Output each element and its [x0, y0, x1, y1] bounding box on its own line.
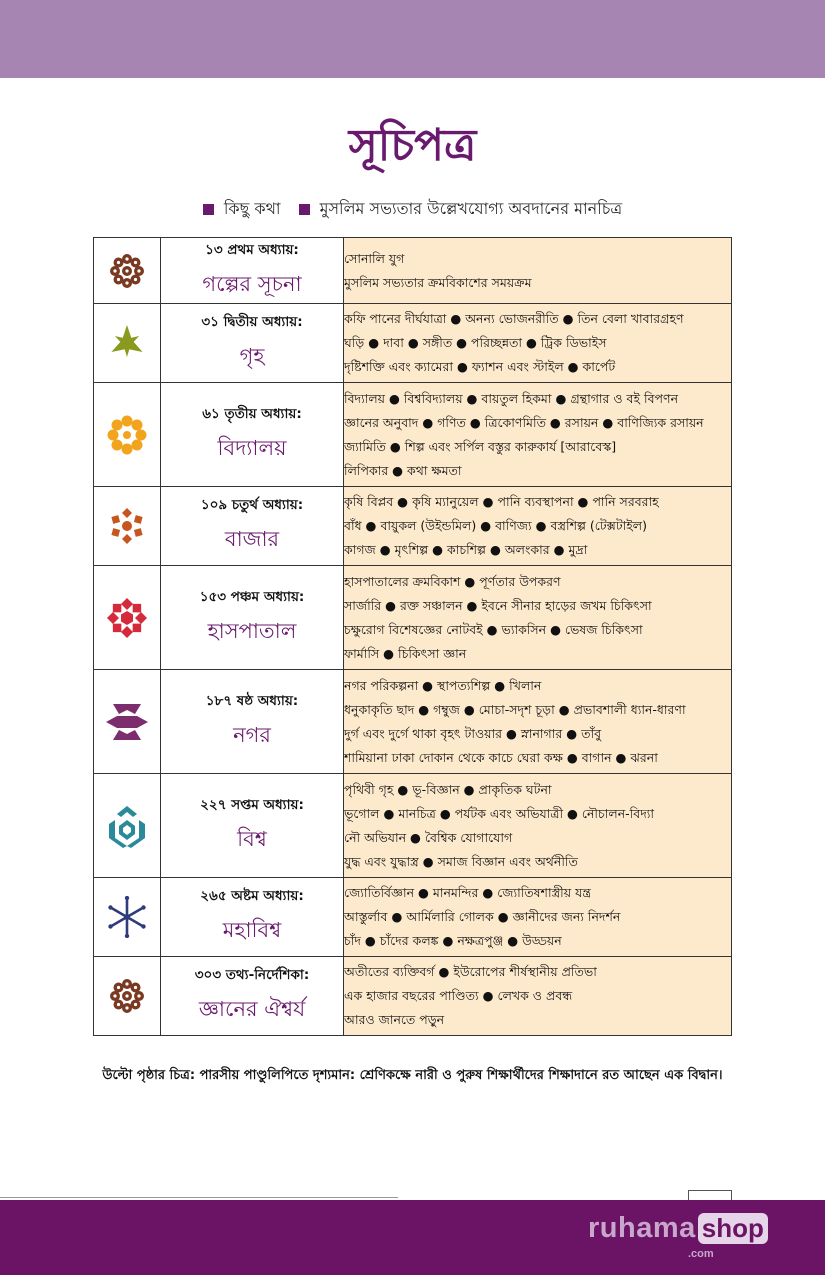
logo-word-shop: shop: [698, 1213, 768, 1244]
chapter-icon-cell: [94, 383, 161, 487]
hexagon-orange-icon: [107, 506, 147, 546]
chapter-number: ২২৭ সপ্তম অধ্যায়:: [200, 796, 304, 813]
topic-line: কাগজ ● মৃৎশিল্প ● কাচশিল্প ● অলংকার ● মুদ্রা: [344, 542, 588, 557]
chapter-row[interactable]: [94, 566, 732, 670]
topic-line: লিপিকার ● কথা ক্ষমতা: [344, 462, 462, 478]
intro-item[interactable]: মুসলিম সভ্যতার উল্লেখযোগ্য অবদানের মানচিত্র: [319, 199, 623, 218]
topic-line: নগর পরিকল্পনা ● স্থাপত্যশিল্প ● খিলান: [344, 677, 542, 693]
topic-line: কফি পানের দীর্ঘযাত্রা ● অনন্য ভোজনরীতি ● তিন বেলা খাবারগ্রহণ: [344, 311, 684, 326]
top-band: [0, 0, 825, 78]
topic-line: বিদ্যালয় ● বিশ্ববিদ্যালয় ● বায়তুল হিকমা ● গ্রন্থাগার ও বই বিপণন: [344, 390, 679, 406]
topic-line: জ্যামিতি ● শিল্প এবং সর্পিল বস্তুর কারুকার্য [আরাবেস্ক]: [344, 438, 617, 454]
chapter-row[interactable]: [94, 670, 732, 774]
chapter-topics-cell: [344, 487, 732, 566]
flower-brown-icon: [107, 976, 147, 1016]
chapter-name[interactable]: গৃহ: [239, 344, 265, 368]
topic-line: সার্জারি ● রক্ত সঞ্চালন ● ইবনে সীনার হাড়ের জখম চিকিৎসা: [344, 597, 652, 613]
topic-line: হাসপাতালের ক্রমবিকাশ ● পূর্ণতার উপকরণ: [344, 573, 561, 589]
chapter-heading-cell: [161, 304, 344, 383]
logo-word-ruhama: ruhama: [588, 1212, 696, 1244]
chapter-topics-cell: [344, 957, 732, 1036]
topic-line: ফার্মাসি ● চিকিৎসা জ্ঞান: [344, 645, 467, 661]
sun-orange-icon: [106, 414, 148, 456]
chapter-topics-cell: [344, 670, 732, 774]
chapter-number: ৩১ দ্বিতীয় অধ্যায়:: [201, 314, 303, 330]
topic-line: বাঁধ ● বায়ুকল (উইন্ডমিল) ● বাণিজ্য ● বস্ত্রশিল্প (টেক্সটাইল): [344, 518, 647, 533]
chapter-heading-cell: [161, 238, 344, 304]
chapter-icon-cell: [94, 878, 161, 957]
topic-line: দুর্গ এবং দুর্গে থাকা বৃহৎ টাওয়ার ● স্নানাগার ● তাঁবু: [344, 725, 602, 741]
topic-line: জ্ঞানের অনুবাদ ● গণিত ● ত্রিকোণমিতি ● রসায়ন ● বাণিজ্যিক রসায়ন: [344, 414, 704, 430]
chapter-name[interactable]: মহাবিশ্ব: [222, 918, 282, 942]
chapter-icon-cell: [94, 566, 161, 670]
topic-line: মুসলিম সভ্যতার ক্রমবিকাশের সময়ক্রম: [344, 274, 532, 290]
topic-line: শামিয়ানা ঢাকা দোকান থেকে কাচে ঘেরা কক্ষ ● বাগান ● ঝরনা: [344, 749, 658, 765]
chapter-row[interactable]: [94, 957, 732, 1036]
chapter-row[interactable]: [94, 774, 732, 878]
intro-item[interactable]: কিছু কথা: [223, 199, 281, 218]
chapter-row[interactable]: [94, 878, 732, 957]
chapter-topics-cell: [344, 566, 732, 670]
chapter-heading-cell: [161, 774, 344, 878]
chapter-name[interactable]: বিশ্ব: [237, 826, 267, 851]
chapter-name[interactable]: বিদ্যালয়: [217, 435, 287, 460]
logo-domain: .com: [688, 1248, 714, 1260]
chapter-topics-cell: [344, 238, 732, 304]
topic-line: ধনুকাকৃতি ছাদ ● গম্বুজ ● মোচা-সদৃশ চূড়া ● প্রভাবশালী ধ্যান-ধারণা: [344, 701, 686, 717]
footer-rule: [0, 1197, 398, 1198]
topic-line: দৃষ্টিশক্তি এবং ক্যামেরা ● ফ্যাশন এবং স্টাইল ● কার্পেট: [344, 359, 616, 374]
chapter-row[interactable]: [94, 487, 732, 566]
topic-line: সোনালি যুগ: [344, 250, 405, 266]
chapter-heading-cell: [161, 487, 344, 566]
chapter-topics-cell: [344, 383, 732, 487]
topic-line: এক হাজার বছরের পাণ্ডিত্য ● লেখক ও প্রবন্ধ: [344, 988, 573, 1003]
topic-line: পৃথিবী গৃহ ● ভূ-বিজ্ঞান ● প্রাকৃতিক ঘটনা: [344, 781, 552, 797]
chapter-number: ২৬৫ অষ্টম অধ্যায়:: [200, 888, 304, 904]
chapter-name[interactable]: নগর: [233, 722, 271, 747]
toc-table: [93, 237, 732, 1036]
chapter-heading-cell: [161, 878, 344, 957]
chapter-topics-cell: [344, 878, 732, 957]
chapter-number: ১৮৭ ষষ্ঠ অধ্যায়:: [205, 692, 299, 709]
chapter-icon-cell: [94, 670, 161, 774]
topic-line: নৌ অভিযান ● বৈশ্বিক যোগাযোগ: [344, 829, 513, 845]
chapter-icon-cell: [94, 238, 161, 304]
topic-line: ঘড়ি ● দাবা ● সঙ্গীত ● পরিচ্ছন্নতা ● ট্রিক ডিভাইস: [344, 335, 607, 350]
chapter-number: ৬১ তৃতীয় অধ্যায়:: [202, 405, 302, 422]
ruhamashop-logo[interactable]: [588, 1212, 768, 1260]
topic-line: জ্যোতির্বিজ্ঞান ● মানমন্দির ● জ্যোতিষশাস্ত্রীয় যন্ত্র: [344, 885, 591, 900]
chapter-icon-cell: [94, 957, 161, 1036]
topic-line: চক্ষুরোগ বিশেষজ্ঞের নোটবই ● ভ্যাকসিন ● ভেষজ চিকিৎসা: [344, 621, 643, 637]
chapter-heading-cell: [161, 670, 344, 774]
topic-line: আরও জানতে পড়ুন: [344, 1012, 445, 1027]
chapter-heading-cell: [161, 383, 344, 487]
arch-purple-icon: [105, 702, 149, 742]
flower-brown-icon: [107, 251, 147, 291]
chapter-topics-cell: [344, 774, 732, 878]
chapter-name[interactable]: গল্পের সূচনা: [202, 271, 302, 296]
page-title: সূচিপত্র: [348, 120, 477, 171]
topic-line: চাঁদ ● চাঁদের কলঙ্ক ● নক্ষত্রপুঞ্জ ● উড্ডয়ন: [344, 933, 562, 948]
square-bullet-icon: [203, 204, 214, 215]
figure-caption: উল্টো পৃষ্ঠার চিত্র: পারসীয় পাণ্ডুলিপিতে দৃশ্যমান: শ্রেণিকক্ষে নারী ও পুরুষ শিক্ষার্থীদের শিক্ষাদানে রত আছেন এক বিদ্বান।: [102, 1068, 723, 1083]
chapter-heading-cell: [161, 566, 344, 670]
topic-line: আস্তুর্লাব ● আর্মিলারি গোলক ● জ্ঞানীদের জন্য নিদর্শন: [344, 909, 621, 924]
chapter-icon-cell: [94, 304, 161, 383]
chapter-number: ১৫৩ পঞ্চম অধ্যায়:: [199, 588, 305, 605]
chapter-name[interactable]: হাসপাতাল: [207, 618, 297, 643]
chapter-name[interactable]: বাজার: [224, 527, 280, 551]
page-number-box: [688, 1190, 732, 1200]
topic-line: ভূগোল ● মানচিত্র ● পর্যটক এবং অভিযাত্রী ● নৌচালন-বিদ্যা: [344, 805, 655, 821]
chapter-row[interactable]: [94, 238, 732, 304]
chapter-icon-cell: [94, 487, 161, 566]
square-bullet-icon: [299, 204, 310, 215]
chapter-row[interactable]: [94, 304, 732, 383]
shield-teal-icon: [107, 804, 147, 848]
chapter-row[interactable]: [94, 383, 732, 487]
chapter-topics-cell: [344, 304, 732, 383]
snowflake-blue-icon: [107, 896, 147, 938]
chapter-heading-cell: [161, 957, 344, 1036]
topic-line: কৃষি বিপ্লব ● কৃষি ম্যানুয়েল ● পানি ব্যবস্থাপনা ● পানি সরবরাহ: [344, 494, 659, 509]
chapter-number: ১৩ প্রথম অধ্যায়:: [205, 241, 299, 258]
intro-line: [0, 196, 825, 223]
topic-line: যুদ্ধ এবং যুদ্ধাস্ত্র ● সমাজ বিজ্ঞান এবং অর্থনীতি: [344, 853, 578, 869]
topic-line: অতীতের ব্যক্তিবর্গ ● ইউরোপের শীর্ষস্থানীয় প্রতিভা: [344, 964, 597, 979]
chapter-number: ৩০৩ তথ্য-নির্দেশিকা:: [194, 967, 310, 983]
chapter-number: ১০৯ চতুর্থ অধ্যায়:: [200, 497, 304, 513]
gem-red-icon: [105, 596, 149, 640]
star-green-icon: [107, 323, 147, 363]
chapter-name[interactable]: জ্ঞানের ঐশ্বর্য: [198, 997, 306, 1021]
chapter-icon-cell: [94, 774, 161, 878]
